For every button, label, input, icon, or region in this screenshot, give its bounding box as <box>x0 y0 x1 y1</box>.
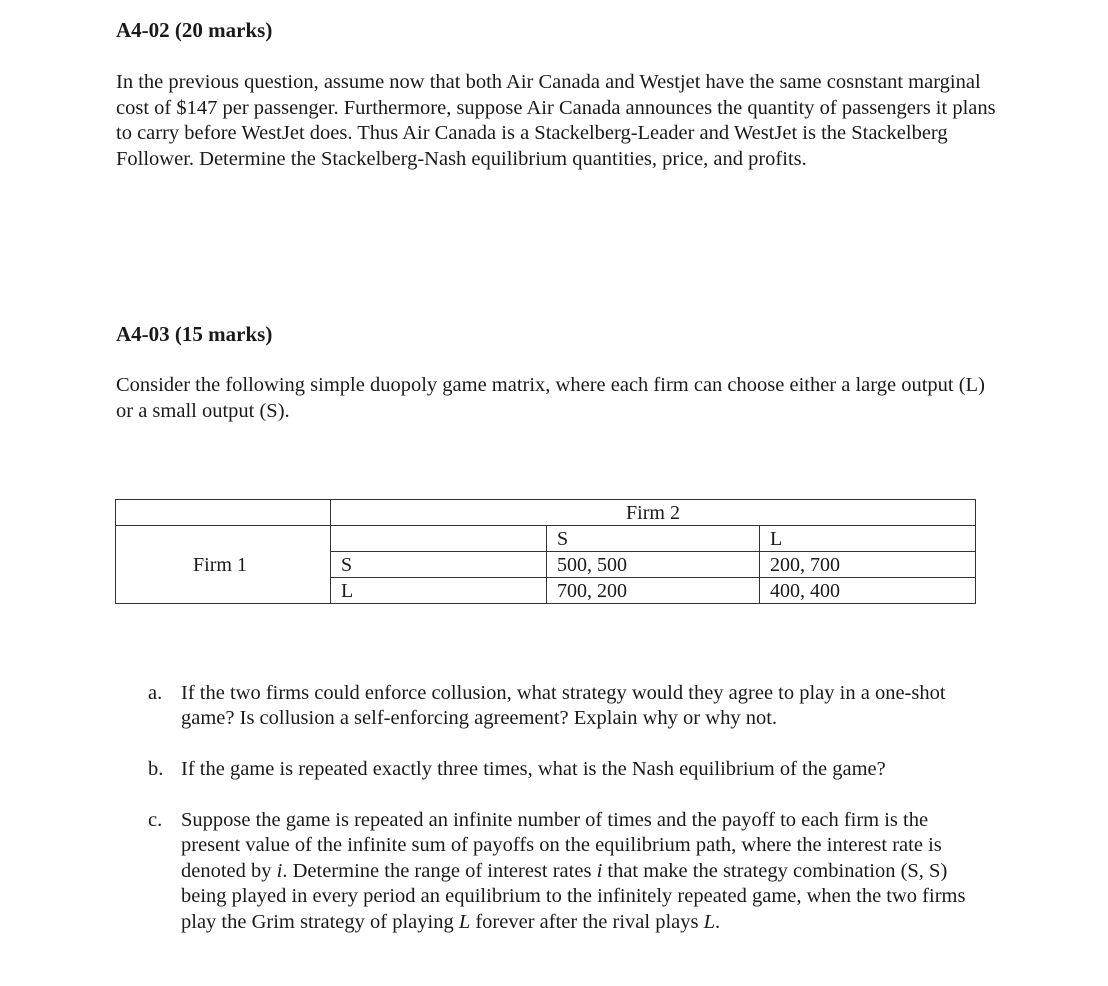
question-a4-02-heading: A4-02 (20 marks) <box>116 18 273 42</box>
payoff-cell-l-s: 700, 200 <box>547 578 760 604</box>
firm1-label: Firm 1 <box>116 526 331 604</box>
question-a4-02-body: In the previous question, assume now that both Air Canada and Westjet have the same cosnstant marginal cost of $147 per passenger. Furthermore, suppose Air Canada announces the quantity of passengers it plans to carry before WestJet does. Thus Air Canada is a Stackelberg-Leader and WestJet is the Stackelberg Follower. Determine the Stackelberg-Nash equilibrium quantities, price, and profits. <box>116 71 996 170</box>
part-c-marker: c. <box>148 809 163 831</box>
firm2-label: Firm 2 <box>331 500 976 526</box>
part-a-marker: a. <box>148 682 163 704</box>
row-label-s: S <box>331 552 547 578</box>
list-item <box>148 808 978 935</box>
list-item <box>148 757 978 782</box>
part-c-text-seg: forever after the rival plays <box>470 910 704 933</box>
var-l: L <box>458 910 471 933</box>
var-i: i <box>276 859 283 882</box>
var-i: i <box>596 859 603 882</box>
row-label-l: L <box>331 578 547 604</box>
payoff-cell-s-l: 200, 700 <box>760 552 976 578</box>
empty-corner-cell <box>116 500 331 526</box>
payoff-cell-s-s: 500, 500 <box>547 552 760 578</box>
part-b-marker: b. <box>148 758 164 780</box>
var-l: L <box>703 910 715 933</box>
part-c-text-seg: Suppose the game is repeated an infinite number of times and the payoff to each firm is the present value of the infinite sum of payoffs on the equilibrium path, where the interest rate is denoted by <box>181 809 942 882</box>
part-c-text-seg: . Determine the range of interest rates <box>282 859 597 882</box>
question-a4-03-intro: Consider the following simple duopoly game matrix, where each firm can choose either a large output (L) or a small output (S). <box>116 374 985 422</box>
part-c-text <box>181 808 978 935</box>
part-c-text-seg: . <box>715 910 721 933</box>
empty-strategy-cell <box>331 526 547 552</box>
payoff-cell-l-l: 400, 400 <box>760 578 976 604</box>
col-header-l: L <box>760 526 976 552</box>
part-b-text: If the game is repeated exactly three times, what is the Nash equilibrium of the game? <box>181 758 886 780</box>
payoff-matrix-table <box>115 499 976 604</box>
part-c-text-seg: that make the strategy combination (S, S) being played in every period an equilibrium to the infinitely repeated game, when the two firms play the Grim strategy of playing <box>181 859 966 933</box>
list-item <box>148 681 978 732</box>
table-row <box>116 526 976 552</box>
part-a-text: If the two firms could enforce collusion, what strategy would they agree to play in a one-shot game? Is collusion a self-enforcing agreement? Explain why or why not. <box>181 682 946 730</box>
col-header-s: S <box>547 526 760 552</box>
table-header-row <box>116 500 976 526</box>
question-a4-03-heading: A4-03 (15 marks) <box>116 322 273 346</box>
